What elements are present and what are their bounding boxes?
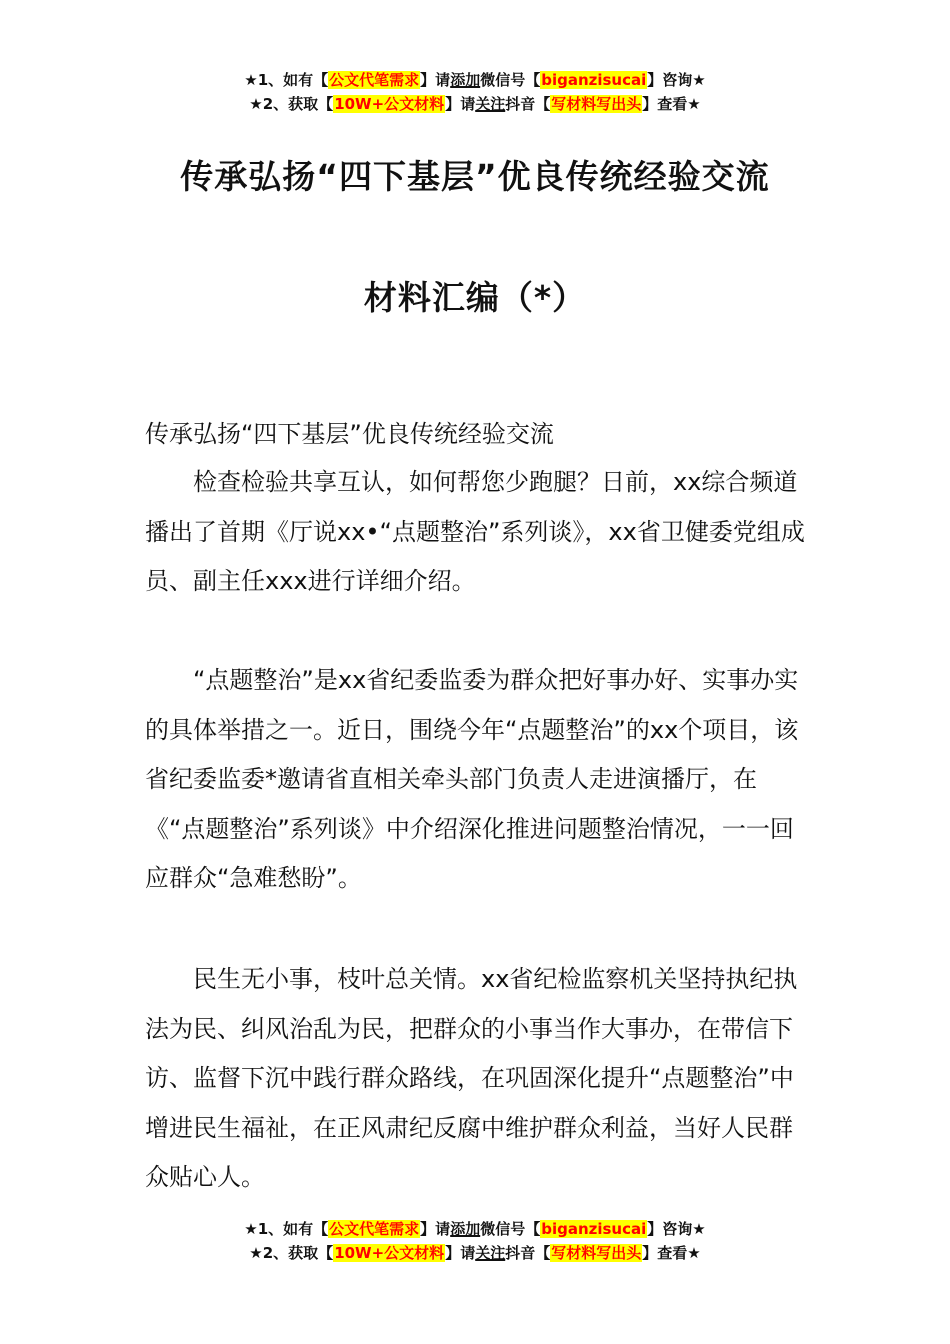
promo-line-1	[0, 1217, 950, 1241]
promo-text: 1、如有【	[257, 71, 329, 89]
promo-highlight-douyin-id: 写材料写出头	[551, 95, 642, 113]
star-icon: ★	[244, 71, 258, 89]
promo-text: 2、获取【	[262, 95, 334, 113]
promo-text: 】请	[445, 95, 476, 113]
promo-text: 微信号【	[480, 1220, 541, 1238]
promo-line-2	[0, 1241, 950, 1265]
bottom-promo-banner	[0, 1217, 950, 1265]
star-icon: ★	[249, 1244, 263, 1262]
promo-text: 】咨询★	[647, 1220, 706, 1238]
promo-underlined-text: 添加	[450, 71, 481, 89]
body-paragraph: 民生无小事，枝叶总关情。xx省纪检监察机关坚持执纪执法为民、纠风治乱为民，把群众的小事当作大事办，在带信下访、监督下沉中践行群众路线，在巩固深化提升“点题整治”中增进民生福祉，在正风肃纪反腐中维护群众利益，当好人民群众贴心人。	[145, 965, 798, 1191]
promo-text: 抖音【	[505, 1244, 551, 1262]
promo-text: 】请	[420, 1220, 451, 1238]
promo-highlight: 公文代笔需求	[329, 1220, 420, 1238]
promo-text: 】咨询★	[647, 71, 706, 89]
promo-underlined-text: 关注	[475, 1244, 506, 1262]
promo-text: 】查看★	[642, 95, 701, 113]
promo-line-2	[0, 92, 950, 116]
promo-text: 微信号【	[480, 71, 541, 89]
body-paragraph: 检查检验共享互认，如何帮您少跑腿？日前，xx综合频道播出了首期《厅说xx•“点题整治”系列谈》，xx省卫健委党组成员、副主任xxx进行详细介绍。	[145, 468, 805, 595]
section-subtitle: 传承弘扬“四下基层”优良传统经验交流	[145, 420, 554, 448]
promo-line-1	[0, 68, 950, 92]
star-icon: ★	[249, 95, 263, 113]
promo-text: 】请	[420, 71, 451, 89]
promo-highlight: 10W+公文材料	[334, 1244, 445, 1262]
document-title-line-2: 材料汇编（*）	[363, 278, 587, 317]
promo-highlight-wechat-id: biganzisucai	[541, 1220, 647, 1238]
promo-highlight: 公文代笔需求	[329, 71, 420, 89]
star-icon: ★	[244, 1220, 258, 1238]
top-promo-banner	[0, 68, 950, 116]
promo-underlined-text: 添加	[450, 1220, 481, 1238]
promo-text: 1、如有【	[257, 1220, 329, 1238]
promo-underlined-text: 关注	[475, 95, 506, 113]
promo-text: 抖音【	[505, 95, 551, 113]
promo-highlight-douyin-id: 写材料写出头	[551, 1244, 642, 1262]
promo-highlight: 10W+公文材料	[334, 95, 445, 113]
promo-text: 】请	[445, 1244, 476, 1262]
promo-highlight-wechat-id: biganzisucai	[541, 71, 647, 89]
promo-text: 】查看★	[642, 1244, 701, 1262]
body-paragraph: “点题整治”是xx省纪委监委为群众把好事办好、实事办实的具体举措之一。近日，围绕今年“点题整治”的xx个项目，该省纪委监委*邀请省直相关牵头部门负责人走进演播厅，在《“点题整治”系列谈》中介绍深化推进问题整治情况，一一回应群众“急难愁盼”。	[145, 666, 799, 892]
promo-text: 2、获取【	[262, 1244, 334, 1262]
document-title-line-1: 传承弘扬“四下基层”优良传统经验交流	[180, 157, 770, 196]
